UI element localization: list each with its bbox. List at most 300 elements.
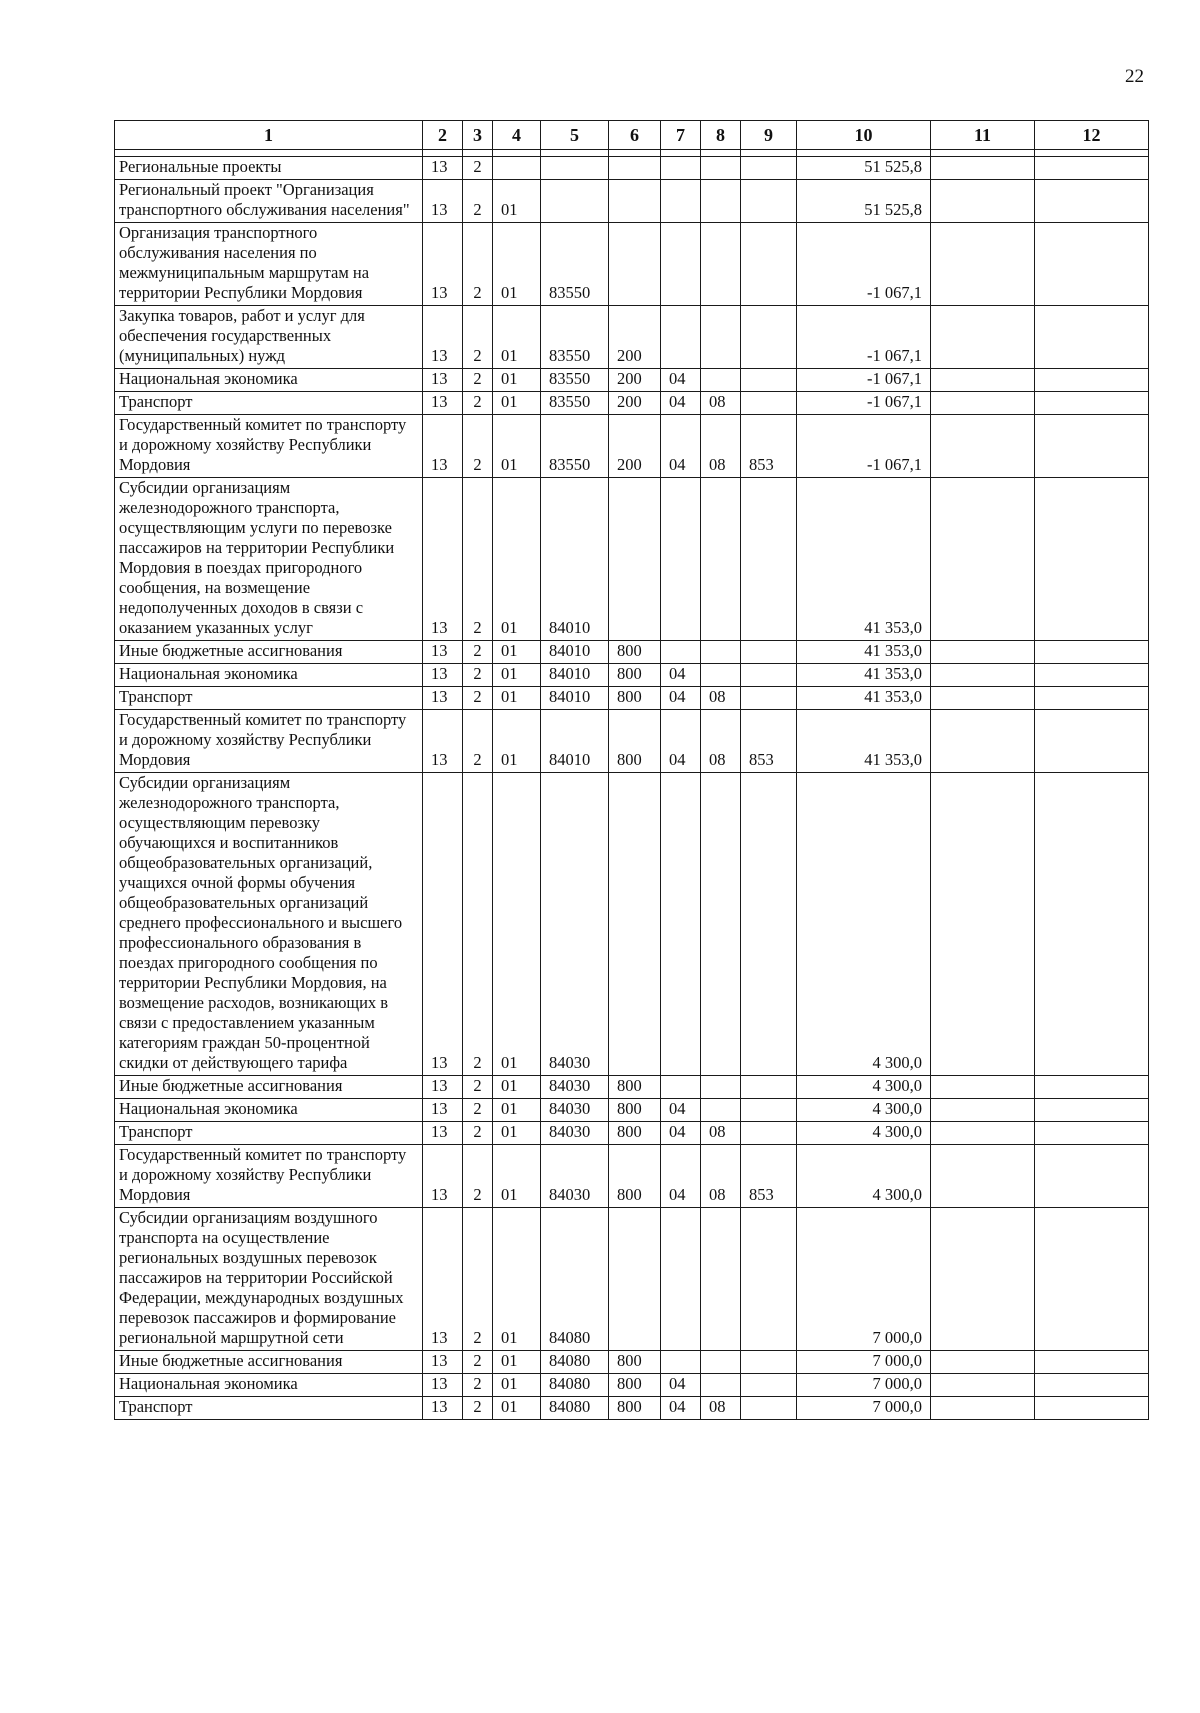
cell-code-6: 800 bbox=[609, 1076, 661, 1099]
cell-code-7: 04 bbox=[661, 1099, 701, 1122]
cell-code-3: 2 bbox=[463, 1397, 493, 1420]
cell-code-7 bbox=[661, 1208, 701, 1351]
cell-name: Закупка товаров, работ и услуг для обеспечения государственных (муниципальных) нужд bbox=[115, 306, 423, 369]
cell-code-6: 200 bbox=[609, 369, 661, 392]
cell-name: Транспорт bbox=[115, 1397, 423, 1420]
budget-table-container bbox=[114, 120, 1148, 1420]
cell-code-3: 2 bbox=[463, 1145, 493, 1208]
table-row bbox=[115, 641, 1149, 664]
cell-code-8 bbox=[701, 157, 741, 180]
cell-col-12 bbox=[1035, 478, 1149, 641]
table-row bbox=[115, 478, 1149, 641]
cell-code-7: 04 bbox=[661, 369, 701, 392]
cell-code-2: 13 bbox=[423, 773, 463, 1076]
cell-col-11 bbox=[931, 710, 1035, 773]
cell-col-11 bbox=[931, 415, 1035, 478]
cell-code-3: 2 bbox=[463, 157, 493, 180]
cell-col-12 bbox=[1035, 1099, 1149, 1122]
cell-code-4: 01 bbox=[493, 180, 541, 223]
cell-amount: 7 000,0 bbox=[797, 1351, 931, 1374]
cell-col-11 bbox=[931, 223, 1035, 306]
table-row bbox=[115, 773, 1149, 1076]
cell-code-7 bbox=[661, 223, 701, 306]
cell-code-5: 84080 bbox=[541, 1351, 609, 1374]
cell-code-3: 2 bbox=[463, 773, 493, 1076]
cell-code-7: 04 bbox=[661, 1122, 701, 1145]
cell-code-5: 83550 bbox=[541, 369, 609, 392]
cell-code-9 bbox=[741, 1122, 797, 1145]
cell-code-5: 84080 bbox=[541, 1208, 609, 1351]
column-header-8: 8 bbox=[701, 121, 741, 150]
cell-code-6: 200 bbox=[609, 306, 661, 369]
cell-code-8 bbox=[701, 773, 741, 1076]
cell-code-5: 84030 bbox=[541, 1076, 609, 1099]
cell-code-5: 84010 bbox=[541, 478, 609, 641]
cell-amount: 51 525,8 bbox=[797, 180, 931, 223]
cell-code-2: 13 bbox=[423, 223, 463, 306]
cell-code-5 bbox=[541, 157, 609, 180]
gap-cell bbox=[797, 150, 931, 157]
table-row bbox=[115, 1374, 1149, 1397]
cell-code-8 bbox=[701, 1208, 741, 1351]
cell-code-4: 01 bbox=[493, 369, 541, 392]
cell-amount: 41 353,0 bbox=[797, 687, 931, 710]
column-header-1: 1 bbox=[115, 121, 423, 150]
cell-code-7 bbox=[661, 1076, 701, 1099]
cell-col-11 bbox=[931, 664, 1035, 687]
cell-col-11 bbox=[931, 1351, 1035, 1374]
cell-code-8 bbox=[701, 180, 741, 223]
cell-code-2: 13 bbox=[423, 369, 463, 392]
cell-amount: 4 300,0 bbox=[797, 1122, 931, 1145]
cell-name: Иные бюджетные ассигнования bbox=[115, 1351, 423, 1374]
cell-code-2: 13 bbox=[423, 1374, 463, 1397]
cell-name: Государственный комитет по транспорту и дорожному хозяйству Республики Мордовия bbox=[115, 1145, 423, 1208]
gap-cell bbox=[609, 150, 661, 157]
cell-code-3: 2 bbox=[463, 710, 493, 773]
column-header-12: 12 bbox=[1035, 121, 1149, 150]
cell-code-6: 800 bbox=[609, 1099, 661, 1122]
cell-col-12 bbox=[1035, 306, 1149, 369]
cell-name: Национальная экономика bbox=[115, 664, 423, 687]
gap-cell bbox=[1035, 150, 1149, 157]
table-row bbox=[115, 1099, 1149, 1122]
cell-amount: -1 067,1 bbox=[797, 223, 931, 306]
gap-cell bbox=[115, 150, 423, 157]
cell-code-5: 83550 bbox=[541, 415, 609, 478]
cell-code-7 bbox=[661, 180, 701, 223]
cell-code-7: 04 bbox=[661, 710, 701, 773]
cell-code-5: 84080 bbox=[541, 1374, 609, 1397]
cell-col-12 bbox=[1035, 392, 1149, 415]
cell-code-6: 800 bbox=[609, 1145, 661, 1208]
cell-code-4: 01 bbox=[493, 1076, 541, 1099]
cell-name: Иные бюджетные ассигнования bbox=[115, 1076, 423, 1099]
cell-amount: 4 300,0 bbox=[797, 1076, 931, 1099]
cell-code-4: 01 bbox=[493, 1351, 541, 1374]
cell-name: Национальная экономика bbox=[115, 369, 423, 392]
cell-code-6: 800 bbox=[609, 641, 661, 664]
cell-code-8 bbox=[701, 306, 741, 369]
cell-amount: -1 067,1 bbox=[797, 306, 931, 369]
cell-code-3: 2 bbox=[463, 180, 493, 223]
cell-code-5: 84010 bbox=[541, 687, 609, 710]
cell-code-8: 08 bbox=[701, 687, 741, 710]
table-body bbox=[115, 150, 1149, 1420]
cell-name: Транспорт bbox=[115, 392, 423, 415]
cell-col-12 bbox=[1035, 687, 1149, 710]
cell-col-12 bbox=[1035, 1351, 1149, 1374]
cell-code-7: 04 bbox=[661, 664, 701, 687]
cell-code-9 bbox=[741, 180, 797, 223]
cell-code-6: 800 bbox=[609, 1374, 661, 1397]
cell-name: Региональный проект "Организация транспортного обслуживания населения" bbox=[115, 180, 423, 223]
cell-code-2: 13 bbox=[423, 687, 463, 710]
cell-code-4: 01 bbox=[493, 1374, 541, 1397]
cell-code-2: 13 bbox=[423, 1351, 463, 1374]
cell-code-9: 853 bbox=[741, 415, 797, 478]
cell-name: Организация транспортного обслуживания населения по межмуниципальным маршрутам на территории Республики Мордовия bbox=[115, 223, 423, 306]
gap-cell bbox=[741, 150, 797, 157]
cell-code-6 bbox=[609, 1208, 661, 1351]
cell-col-11 bbox=[931, 392, 1035, 415]
cell-code-4: 01 bbox=[493, 1208, 541, 1351]
header-gap bbox=[115, 150, 1149, 157]
cell-col-12 bbox=[1035, 1397, 1149, 1420]
cell-col-12 bbox=[1035, 664, 1149, 687]
cell-code-2: 13 bbox=[423, 478, 463, 641]
cell-code-5: 84030 bbox=[541, 1099, 609, 1122]
cell-col-12 bbox=[1035, 369, 1149, 392]
cell-code-4 bbox=[493, 157, 541, 180]
cell-col-12 bbox=[1035, 1076, 1149, 1099]
cell-code-6: 800 bbox=[609, 687, 661, 710]
cell-code-2: 13 bbox=[423, 1397, 463, 1420]
cell-code-8: 08 bbox=[701, 1145, 741, 1208]
cell-amount: -1 067,1 bbox=[797, 369, 931, 392]
cell-name: Субсидии организациям воздушного транспорта на осуществление региональных воздушных перевозок пассажиров на территории Российской Федерации, международных воздушных перевозок пассажиров и формирование региональной маршрутной сети bbox=[115, 1208, 423, 1351]
cell-code-4: 01 bbox=[493, 1145, 541, 1208]
gap-cell bbox=[541, 150, 609, 157]
column-header-3: 3 bbox=[463, 121, 493, 150]
cell-code-8: 08 bbox=[701, 415, 741, 478]
cell-code-7 bbox=[661, 1351, 701, 1374]
cell-col-12 bbox=[1035, 710, 1149, 773]
cell-code-8: 08 bbox=[701, 710, 741, 773]
table-row bbox=[115, 1076, 1149, 1099]
cell-amount: 51 525,8 bbox=[797, 157, 931, 180]
cell-code-4: 01 bbox=[493, 415, 541, 478]
cell-code-7 bbox=[661, 773, 701, 1076]
cell-code-9 bbox=[741, 1397, 797, 1420]
column-header-5: 5 bbox=[541, 121, 609, 150]
cell-name: Субсидии организациям железнодорожного транспорта, осуществляющим перевозку обучающихся и воспитанников общеобразовательных организаций, учащихся очной формы обучения общеобразовательных организаций среднего профессионального и высшего профессионального образования в поездах пригородного сообщения по территории Республики Мордовия, на возмещение расходов, возникающих в связи с предоставлением указанным категориям граждан 50-процентной скидки от действующего тарифа bbox=[115, 773, 423, 1076]
cell-col-11 bbox=[931, 306, 1035, 369]
cell-code-9 bbox=[741, 223, 797, 306]
gap-cell bbox=[701, 150, 741, 157]
cell-code-8 bbox=[701, 223, 741, 306]
page-number: 22 bbox=[1125, 66, 1144, 87]
cell-code-9 bbox=[741, 157, 797, 180]
cell-code-9 bbox=[741, 1076, 797, 1099]
cell-code-8 bbox=[701, 369, 741, 392]
cell-code-9 bbox=[741, 1099, 797, 1122]
cell-amount: 7 000,0 bbox=[797, 1208, 931, 1351]
gap-cell bbox=[493, 150, 541, 157]
gap-cell bbox=[463, 150, 493, 157]
cell-code-9 bbox=[741, 478, 797, 641]
cell-code-9: 853 bbox=[741, 1145, 797, 1208]
cell-col-11 bbox=[931, 1397, 1035, 1420]
gap-cell bbox=[661, 150, 701, 157]
table-row bbox=[115, 1122, 1149, 1145]
cell-code-4: 01 bbox=[493, 664, 541, 687]
cell-code-4: 01 bbox=[493, 1122, 541, 1145]
cell-col-12 bbox=[1035, 1374, 1149, 1397]
table-row bbox=[115, 710, 1149, 773]
cell-code-4: 01 bbox=[493, 687, 541, 710]
cell-code-7: 04 bbox=[661, 392, 701, 415]
column-header-6: 6 bbox=[609, 121, 661, 150]
gap-cell bbox=[423, 150, 463, 157]
cell-amount: 41 353,0 bbox=[797, 641, 931, 664]
cell-amount: 4 300,0 bbox=[797, 1099, 931, 1122]
cell-code-9: 853 bbox=[741, 710, 797, 773]
table-row bbox=[115, 664, 1149, 687]
cell-code-4: 01 bbox=[493, 478, 541, 641]
cell-code-5: 84030 bbox=[541, 1122, 609, 1145]
cell-code-8: 08 bbox=[701, 392, 741, 415]
cell-code-3: 2 bbox=[463, 1076, 493, 1099]
cell-code-6 bbox=[609, 157, 661, 180]
table-row bbox=[115, 1351, 1149, 1374]
cell-name: Транспорт bbox=[115, 687, 423, 710]
cell-code-5: 84030 bbox=[541, 773, 609, 1076]
cell-code-2: 13 bbox=[423, 1122, 463, 1145]
cell-col-11 bbox=[931, 1122, 1035, 1145]
cell-col-12 bbox=[1035, 773, 1149, 1076]
cell-col-12 bbox=[1035, 157, 1149, 180]
cell-name: Региональные проекты bbox=[115, 157, 423, 180]
table-row bbox=[115, 369, 1149, 392]
cell-code-3: 2 bbox=[463, 1351, 493, 1374]
cell-code-2: 13 bbox=[423, 1208, 463, 1351]
cell-code-3: 2 bbox=[463, 369, 493, 392]
cell-code-6: 200 bbox=[609, 392, 661, 415]
cell-code-5: 83550 bbox=[541, 306, 609, 369]
cell-code-3: 2 bbox=[463, 478, 493, 641]
cell-code-4: 01 bbox=[493, 306, 541, 369]
cell-col-12 bbox=[1035, 1208, 1149, 1351]
cell-code-7: 04 bbox=[661, 1145, 701, 1208]
cell-name: Национальная экономика bbox=[115, 1099, 423, 1122]
cell-code-2: 13 bbox=[423, 157, 463, 180]
cell-name: Государственный комитет по транспорту и дорожному хозяйству Республики Мордовия bbox=[115, 710, 423, 773]
cell-amount: 4 300,0 bbox=[797, 1145, 931, 1208]
table-row bbox=[115, 1208, 1149, 1351]
cell-amount: 7 000,0 bbox=[797, 1397, 931, 1420]
table-row bbox=[115, 1397, 1149, 1420]
cell-amount: 41 353,0 bbox=[797, 478, 931, 641]
cell-code-6: 800 bbox=[609, 710, 661, 773]
column-header-7: 7 bbox=[661, 121, 701, 150]
cell-col-12 bbox=[1035, 415, 1149, 478]
cell-code-6: 200 bbox=[609, 415, 661, 478]
cell-code-3: 2 bbox=[463, 664, 493, 687]
cell-amount: 41 353,0 bbox=[797, 664, 931, 687]
cell-code-4: 01 bbox=[493, 773, 541, 1076]
cell-col-11 bbox=[931, 1374, 1035, 1397]
cell-code-3: 2 bbox=[463, 392, 493, 415]
cell-amount: -1 067,1 bbox=[797, 392, 931, 415]
cell-code-9 bbox=[741, 641, 797, 664]
cell-col-11 bbox=[931, 641, 1035, 664]
cell-col-12 bbox=[1035, 1122, 1149, 1145]
cell-code-5: 83550 bbox=[541, 392, 609, 415]
cell-col-11 bbox=[931, 1076, 1035, 1099]
cell-amount: 7 000,0 bbox=[797, 1374, 931, 1397]
cell-code-5: 84010 bbox=[541, 664, 609, 687]
cell-code-2: 13 bbox=[423, 1076, 463, 1099]
cell-code-7: 04 bbox=[661, 415, 701, 478]
cell-code-8 bbox=[701, 1351, 741, 1374]
cell-amount: -1 067,1 bbox=[797, 415, 931, 478]
cell-code-7: 04 bbox=[661, 1397, 701, 1420]
cell-code-5 bbox=[541, 180, 609, 223]
cell-name: Иные бюджетные ассигнования bbox=[115, 641, 423, 664]
cell-code-8 bbox=[701, 478, 741, 641]
cell-code-6: 800 bbox=[609, 1351, 661, 1374]
cell-code-9 bbox=[741, 1351, 797, 1374]
cell-code-8 bbox=[701, 1099, 741, 1122]
cell-code-2: 13 bbox=[423, 392, 463, 415]
header-row bbox=[115, 121, 1149, 150]
cell-code-6: 800 bbox=[609, 664, 661, 687]
cell-code-9 bbox=[741, 1208, 797, 1351]
cell-code-5: 84010 bbox=[541, 710, 609, 773]
cell-col-12 bbox=[1035, 180, 1149, 223]
cell-name: Государственный комитет по транспорту и дорожному хозяйству Республики Мордовия bbox=[115, 415, 423, 478]
cell-code-2: 13 bbox=[423, 664, 463, 687]
cell-code-3: 2 bbox=[463, 1208, 493, 1351]
cell-col-11 bbox=[931, 773, 1035, 1076]
cell-name: Транспорт bbox=[115, 1122, 423, 1145]
cell-code-6 bbox=[609, 180, 661, 223]
cell-code-4: 01 bbox=[493, 392, 541, 415]
column-header-2: 2 bbox=[423, 121, 463, 150]
cell-code-5: 84080 bbox=[541, 1397, 609, 1420]
table-row bbox=[115, 415, 1149, 478]
cell-code-6: 800 bbox=[609, 1397, 661, 1420]
table-row bbox=[115, 180, 1149, 223]
cell-code-6 bbox=[609, 223, 661, 306]
cell-col-11 bbox=[931, 369, 1035, 392]
column-header-10: 10 bbox=[797, 121, 931, 150]
cell-code-8 bbox=[701, 1076, 741, 1099]
cell-code-2: 13 bbox=[423, 641, 463, 664]
cell-code-7 bbox=[661, 157, 701, 180]
cell-col-11 bbox=[931, 687, 1035, 710]
cell-code-4: 01 bbox=[493, 1099, 541, 1122]
cell-name: Субсидии организациям железнодорожного транспорта, осуществляющим услуги по перевозке пассажиров на территории Республики Мордовия в поездах пригородного сообщения, на возмещение недополученных доходов в связи с оказанием указанных услуг bbox=[115, 478, 423, 641]
cell-code-3: 2 bbox=[463, 641, 493, 664]
table-row bbox=[115, 223, 1149, 306]
cell-name: Национальная экономика bbox=[115, 1374, 423, 1397]
cell-code-8 bbox=[701, 641, 741, 664]
cell-code-9 bbox=[741, 1374, 797, 1397]
cell-col-11 bbox=[931, 478, 1035, 641]
cell-code-8: 08 bbox=[701, 1122, 741, 1145]
cell-code-9 bbox=[741, 664, 797, 687]
column-header-11: 11 bbox=[931, 121, 1035, 150]
cell-code-4: 01 bbox=[493, 710, 541, 773]
cell-col-12 bbox=[1035, 1145, 1149, 1208]
cell-code-7: 04 bbox=[661, 687, 701, 710]
gap-cell bbox=[931, 150, 1035, 157]
cell-code-9 bbox=[741, 687, 797, 710]
cell-code-2: 13 bbox=[423, 306, 463, 369]
cell-code-2: 13 bbox=[423, 415, 463, 478]
cell-code-6: 800 bbox=[609, 1122, 661, 1145]
cell-col-12 bbox=[1035, 641, 1149, 664]
cell-code-9 bbox=[741, 306, 797, 369]
cell-code-7 bbox=[661, 641, 701, 664]
cell-code-3: 2 bbox=[463, 1099, 493, 1122]
cell-code-2: 13 bbox=[423, 180, 463, 223]
column-header-4: 4 bbox=[493, 121, 541, 150]
cell-code-8: 08 bbox=[701, 1397, 741, 1420]
cell-code-4: 01 bbox=[493, 1397, 541, 1420]
cell-code-7 bbox=[661, 306, 701, 369]
cell-code-9 bbox=[741, 392, 797, 415]
cell-code-3: 2 bbox=[463, 1374, 493, 1397]
cell-code-6 bbox=[609, 478, 661, 641]
cell-code-2: 13 bbox=[423, 710, 463, 773]
cell-col-11 bbox=[931, 157, 1035, 180]
cell-code-4: 01 bbox=[493, 641, 541, 664]
cell-amount: 4 300,0 bbox=[797, 773, 931, 1076]
cell-col-11 bbox=[931, 1208, 1035, 1351]
cell-code-8 bbox=[701, 1374, 741, 1397]
cell-code-6 bbox=[609, 773, 661, 1076]
table-row bbox=[115, 157, 1149, 180]
cell-code-7: 04 bbox=[661, 1374, 701, 1397]
table-row bbox=[115, 392, 1149, 415]
cell-code-3: 2 bbox=[463, 306, 493, 369]
cell-code-3: 2 bbox=[463, 687, 493, 710]
cell-col-11 bbox=[931, 1145, 1035, 1208]
cell-code-2: 13 bbox=[423, 1145, 463, 1208]
budget-table bbox=[114, 120, 1149, 1420]
cell-code-3: 2 bbox=[463, 1122, 493, 1145]
cell-code-3: 2 bbox=[463, 223, 493, 306]
column-header-9: 9 bbox=[741, 121, 797, 150]
cell-code-5: 83550 bbox=[541, 223, 609, 306]
cell-code-3: 2 bbox=[463, 415, 493, 478]
table-row bbox=[115, 306, 1149, 369]
cell-amount: 41 353,0 bbox=[797, 710, 931, 773]
table-row bbox=[115, 1145, 1149, 1208]
cell-code-2: 13 bbox=[423, 1099, 463, 1122]
cell-code-4: 01 bbox=[493, 223, 541, 306]
cell-col-11 bbox=[931, 1099, 1035, 1122]
cell-code-5: 84010 bbox=[541, 641, 609, 664]
cell-code-8 bbox=[701, 664, 741, 687]
cell-code-5: 84030 bbox=[541, 1145, 609, 1208]
cell-code-7 bbox=[661, 478, 701, 641]
cell-code-9 bbox=[741, 773, 797, 1076]
cell-code-9 bbox=[741, 369, 797, 392]
